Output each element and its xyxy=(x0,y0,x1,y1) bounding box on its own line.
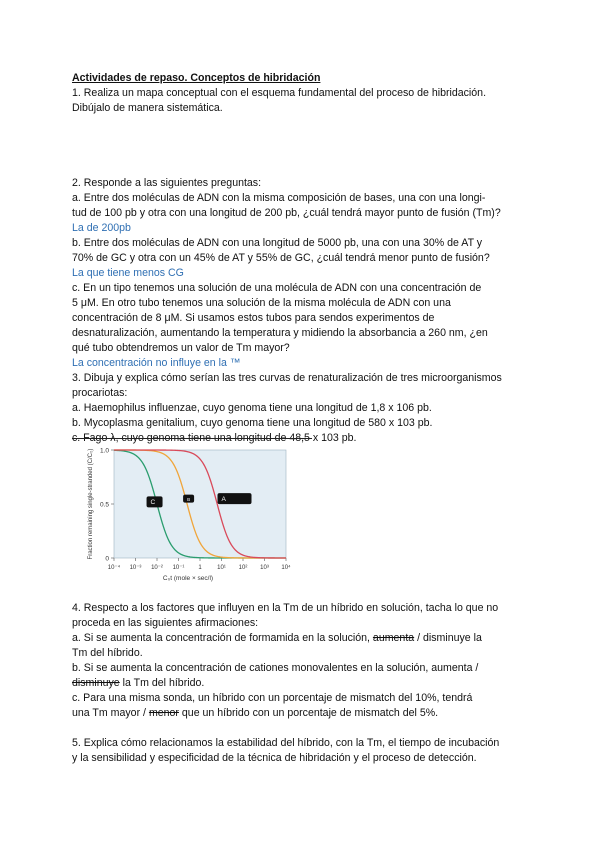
question-2c-line-2: 5 μM. En otro tubo tenemos una solución de la misma molécula de ADN con una xyxy=(72,297,451,309)
page-title: Actividades de repaso. Conceptos de hibridación xyxy=(72,72,321,84)
question-1-line-2: Dibújalo de manera sistemática. xyxy=(72,102,223,114)
y-tick-label: 0.5 xyxy=(99,501,109,509)
curve-label: B xyxy=(187,497,191,502)
question-2b-line-1: b. Entre dos moléculas de ADN con una longitud de 5000 pb, una con una 30% de AT y xyxy=(72,237,483,249)
question-2c-line-3: concentración de 8 μM. Si usamos estos tubos para sendos experimentos de xyxy=(72,312,435,324)
question-4c-line-1: c. Para una misma sonda, un híbrido con un porcentaje de mismatch del 10%, tendrá xyxy=(72,692,473,704)
question-4a-text: a. Si se aumenta la concentración de formamida en la solución, xyxy=(72,632,373,644)
question-2b-line-2: 70% de GC y otra con un 45% de AT y 55% de GC, ¿cuál tendrá menor punto de fusión? xyxy=(72,252,490,264)
x-tick-label: 10² xyxy=(238,565,248,571)
y-tick-label: 1.0 xyxy=(99,447,109,455)
renaturation-chart xyxy=(80,442,294,582)
question-3a: a. Haemophilus influenzae, cuyo genoma tiene una longitud de 1,8 x 106 pb. xyxy=(72,402,432,414)
struck-word-menor: menor xyxy=(148,707,179,719)
question-3b: b. Mycoplasma genitalium, cuyo genoma tiene una longitud de 580 x 103 pb. xyxy=(72,417,433,429)
question-2c-line-5: qué tubo obtendremos un valor de Tm mayor? xyxy=(72,342,290,354)
x-tick-label: 10⁻⁴ xyxy=(107,565,121,571)
question-4c-line-2 xyxy=(72,706,438,721)
y-tick-label: 0 xyxy=(105,555,109,563)
question-2a-line-2: tud de 100 pb y otra con una longitud de 200 pb, ¿cuál tendrá mayor punto de fusión (Tm)? xyxy=(72,207,501,219)
x-tick-label: 10⁻³ xyxy=(129,565,142,571)
x-tick-label: 10³ xyxy=(260,565,269,571)
question-4a-line-2: Tm del híbrido. xyxy=(72,647,143,659)
y-axis-label: Fraction remaining single-stranded (C/C₀) xyxy=(88,448,94,560)
question-4a-text-end: / disminuye la xyxy=(414,632,482,644)
question-4c-text-end: que un híbrido con un porcentaje de mismatch del 5%. xyxy=(178,707,439,719)
question-1-line-1: 1. Realiza un mapa conceptual con el esquema fundamental del proceso de hibridación. xyxy=(72,87,487,99)
question-3-line-1: 3. Dibuja y explica cómo serían las tres curvas de renaturalización de tres microorganismos xyxy=(72,372,502,384)
question-4-line-2: proceda en las siguientes afirmaciones: xyxy=(72,617,259,629)
question-4a-line-1 xyxy=(72,631,482,646)
question-4-line-1: 4. Respecto a los factores que influyen en la Tm de un híbrido en solución, tacha lo que no xyxy=(72,602,499,614)
struck-word-disminuye: disminuye xyxy=(72,677,120,689)
question-5-line-1: 5. Explica cómo relacionamos la estabilidad del híbrido, con la Tm, el tiempo de incubación xyxy=(72,737,500,749)
question-4b-text-end: la Tm del híbrido. xyxy=(119,677,205,689)
answer-2a: La de 200pb xyxy=(72,222,131,234)
answer-2c: La concentración no influye en la ™ xyxy=(72,357,241,369)
question-4b-line-1: b. Si se aumenta la concentración de cationes monovalentes en la solución, aumenta / xyxy=(72,662,479,674)
divider-line xyxy=(72,438,312,439)
question-3-line-2: procariotas: xyxy=(72,387,128,399)
x-tick-label: 1 xyxy=(198,565,202,571)
question-4c-text: una Tm mayor / xyxy=(72,707,149,719)
question-2a-line-1: a. Entre dos moléculas de ADN con la misma composición de bases, una con una longi- xyxy=(72,192,486,204)
question-2c-line-4: desnaturalización, aumentando la temperatura y midiendo la absorbancia a 260 nm, ¿en xyxy=(72,327,488,339)
question-3c: c. Fago λ, cuyo genoma tiene una longitud de 48,5 x 103 pb. xyxy=(72,432,357,444)
question-4b-line-2 xyxy=(72,676,204,691)
struck-word-aumenta: aumenta xyxy=(372,632,415,644)
x-tick-label: 10⁻¹ xyxy=(172,565,185,571)
question-2-intro: 2. Responde a las siguientes preguntas: xyxy=(72,177,262,189)
x-axis-label: C₀t (mole × sec/l) xyxy=(162,575,214,582)
question-5-line-2: y la sensibilidad y especificidad de la técnica de hibridación y el proceso de detección. xyxy=(72,752,477,764)
x-tick-label: 10⁴ xyxy=(281,565,291,571)
question-2c-line-1: c. En un tipo tenemos una solución de una molécula de ADN con una concentración de xyxy=(72,282,482,294)
curve-label: A xyxy=(221,496,226,503)
answer-2b: La que tiene menos CG xyxy=(72,267,184,279)
x-tick-label: 10¹ xyxy=(217,565,226,571)
curve-label: C xyxy=(150,499,156,507)
x-tick-label: 10⁻² xyxy=(151,565,163,571)
